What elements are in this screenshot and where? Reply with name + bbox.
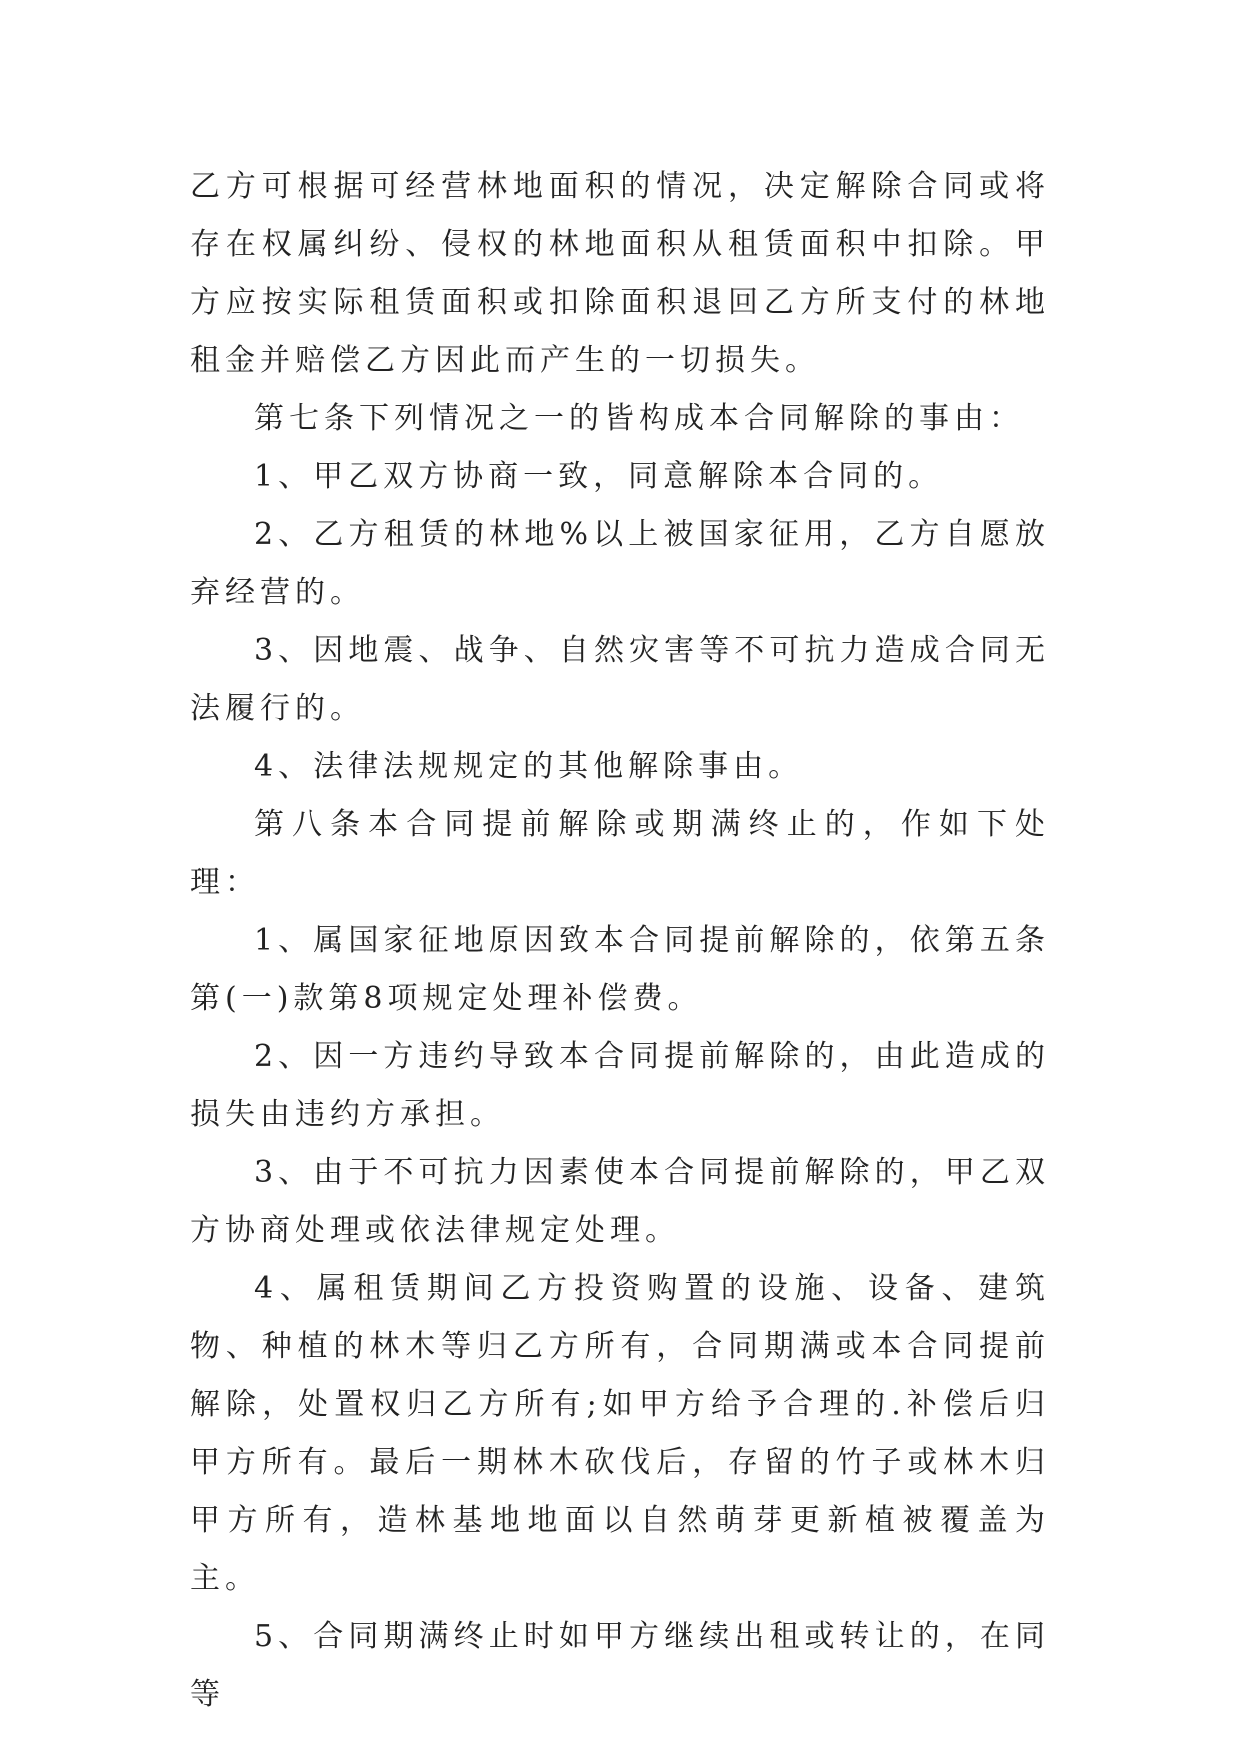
paragraph-article-7: 第七条下列情况之一的皆构成本合同解除的事由： <box>254 401 1024 436</box>
paragraph-8-item-4: 4、属租赁期间乙方投资购置的设施、设备、建筑物、种植的林木等归乙方所有，合同期满或本合同提前解除，处置权归乙方所有;如甲方给予合理的.补偿后归甲方所有。最后一期林木砍伐后，存留的竹子或林木归甲方所有，造林基地地面以自然萌芽更新植被覆盖为主。 <box>190 1271 1050 1596</box>
paragraph-7-item-4: 4、法律法规规定的其他解除事由。 <box>254 749 804 784</box>
paragraph-8-item-1: 1、属国家征地原因致本合同提前解除的，依第五条第(一)款第8项规定处理补偿费。 <box>190 923 1050 1016</box>
paragraph-8-item-3: 3、由于不可抗力因素使本合同提前解除的，甲乙双方协商处理或依法律规定处理。 <box>190 1155 1050 1248</box>
paragraph-7-item-3: 3、因地震、战争、自然灾害等不可抗力造成合同无法履行的。 <box>190 633 1050 726</box>
document-body <box>190 158 1050 1724</box>
paragraph-1: 乙方可根据可经营林地面积的情况，决定解除合同或将存在权属纠纷、侵权的林地面积从租赁面积中扣除。甲方应按实际租赁面积或扣除面积退回乙方所支付的林地租金并赔偿乙方因此而产生的一切损失。 <box>190 169 1050 378</box>
paragraph-article-8: 第八条本合同提前解除或期满终止的，作如下处理： <box>190 807 1050 900</box>
paragraph-7-item-2: 2、乙方租赁的林地%以上被国家征用，乙方自愿放弃经营的。 <box>190 517 1050 610</box>
paragraph-8-item-2: 2、因一方违约导致本合同提前解除的，由此造成的损失由违约方承担。 <box>190 1039 1050 1132</box>
paragraph-8-item-5: 5、合同期满终止时如甲方继续出租或转让的，在同等 <box>190 1619 1050 1712</box>
paragraph-7-item-1: 1、甲乙双方协商一致，同意解除本合同的。 <box>254 459 944 494</box>
